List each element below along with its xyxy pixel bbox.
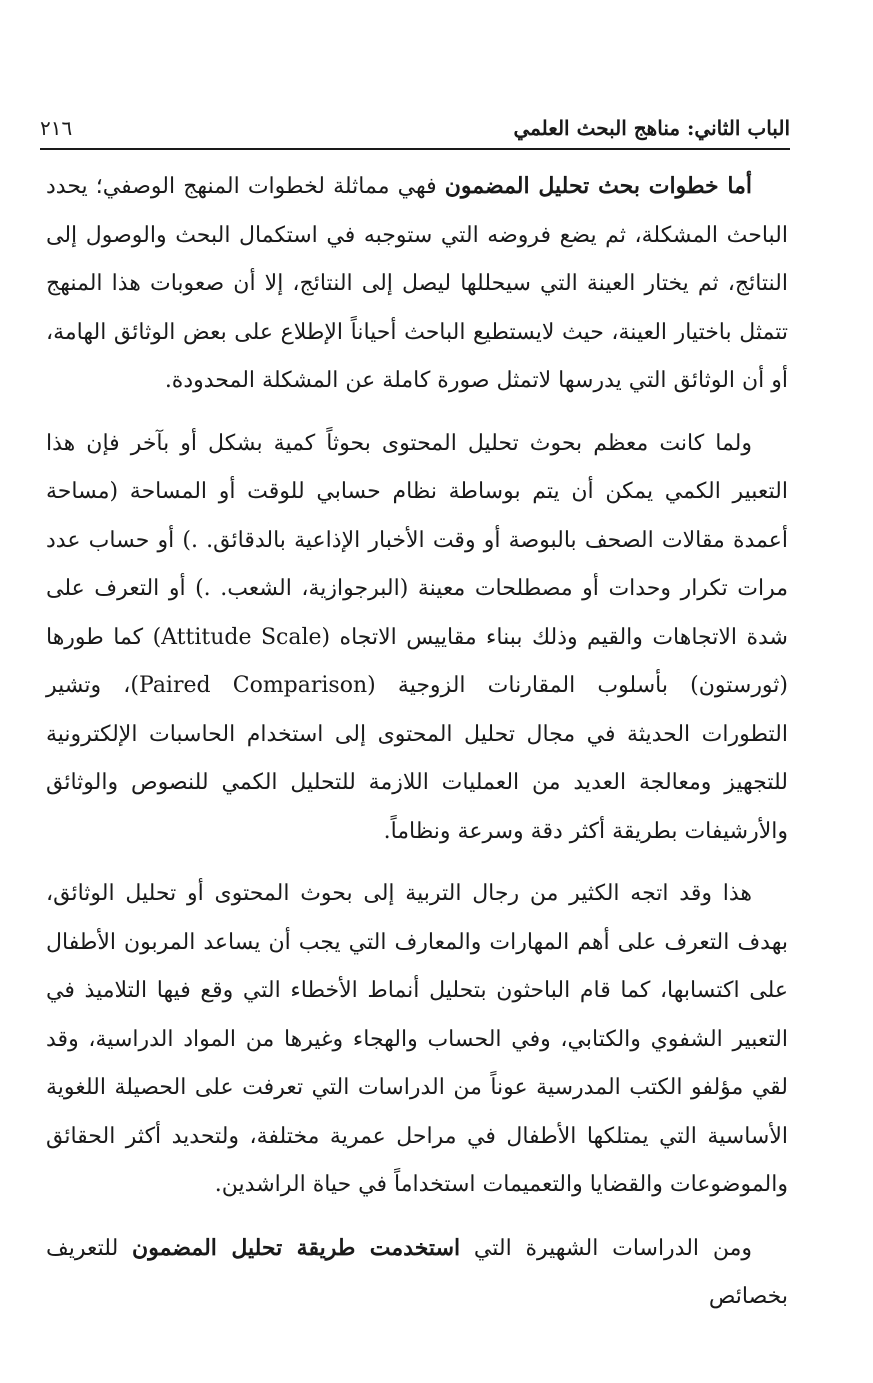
latin-term: Paired Comparison (139, 673, 368, 698)
bold-phrase: استخدمت طريقة تحليل المضمون (132, 1234, 461, 1261)
paragraph-4 (46, 1224, 788, 1322)
paragraph-text: للتعريف بخصائص (46, 1235, 788, 1309)
page-number: ٢١٦ (40, 116, 73, 140)
paragraph-text: ولما كانت معظم بحوث تحليل المحتوى بحوثاً كمية بشكل أو بآخر فإن هذا التعبير الكمي يمكن أن يتم بوساطة نظام حسابي للوقت أو المساحة (مساحة أعمدة مقالات الصحف بالبوصة أو وقت الأخبار الإذاعية بالدقائق. .) أو حساب عدد مرات تكرار وحدات أو مصطلحات معينة (البرجوازية، الشعب. .) أو التعرف على شدة الاتجاهات والقيم وذلك ببناء مقاييس الاتجاه ( (46, 430, 788, 650)
page-body (46, 162, 788, 1336)
paragraph-1 (46, 162, 788, 406)
paragraph-text: ومن الدراسات الشهيرة التي (460, 1235, 752, 1261)
paragraph-3 (46, 870, 788, 1210)
paragraph-text: هذا وقد اتجه الكثير من رجال التربية إلى بحوث المحتوى أو تحليل الوثائق، بهدف التعرف على أهم المهارات والمعارف التي يجب أن يساعد المربون الأطفال على اكتسابها، كما قام الباحثون بتحليل أنماط الأخطاء التي وقع فيها التلاميذ في التعبير الشفوي والكتابي، وفي الحساب والهجاء وغيرها من المواد الدراسية، وقد لقي مؤلفو الكتب المدرسية عوناً من الدراسات التي تعرفت على الحصيلة اللغوية الأساسية التي يمتلكها الأطفال في مراحل عمرية مختلفة، ولتحديد أكثر الحقائق والموضوعات والقضايا والتعميمات استخداماً في حياة الراشدين. (46, 881, 788, 1197)
chapter-title: الباب الثاني: مناهج البحث العلمي (513, 116, 790, 140)
paragraph-text: ) كما طورها (ثورستون) بأسلوب المقارنات الزوجية ( (46, 624, 789, 698)
bold-lead: أما خطوات بحث تحليل المضمون (444, 173, 752, 199)
paragraph-2 (46, 420, 788, 857)
latin-term: Attitude Scale (161, 624, 322, 650)
page-header (40, 112, 790, 150)
paragraph-text: فهي مماثلة لخطوات المنهج الوصفي؛ يحدد الباحث المشكلة، ثم يضع فروضه التي ستوجبه في استكمال البحث والوصول إلى النتائج، ثم يختار العينة التي سيحللها ليصل إلى النتائج، إلا أن صعوبات هذا المنهج تتمثل باختيار العينة، حيث لايستطيع الباحث أحياناً الإطلاع على بعض الوثائق الهامة، أو أن الوثائق التي يدرسها لاتمثل صورة كاملة عن المشكلة المحدودة. (46, 174, 788, 393)
paragraph-text: )، وتشير التطورات الحديثة في مجال تحليل المحتوى إلى استخدام الحاسبات الإلكترونية للتجهيز ومعالجة العديد من العمليات اللازمة للتحليل الكمي للنصوص والوثائق والأرشيفات بطريقة أكثر دقة وسرعة ونظاماً. (46, 673, 788, 844)
